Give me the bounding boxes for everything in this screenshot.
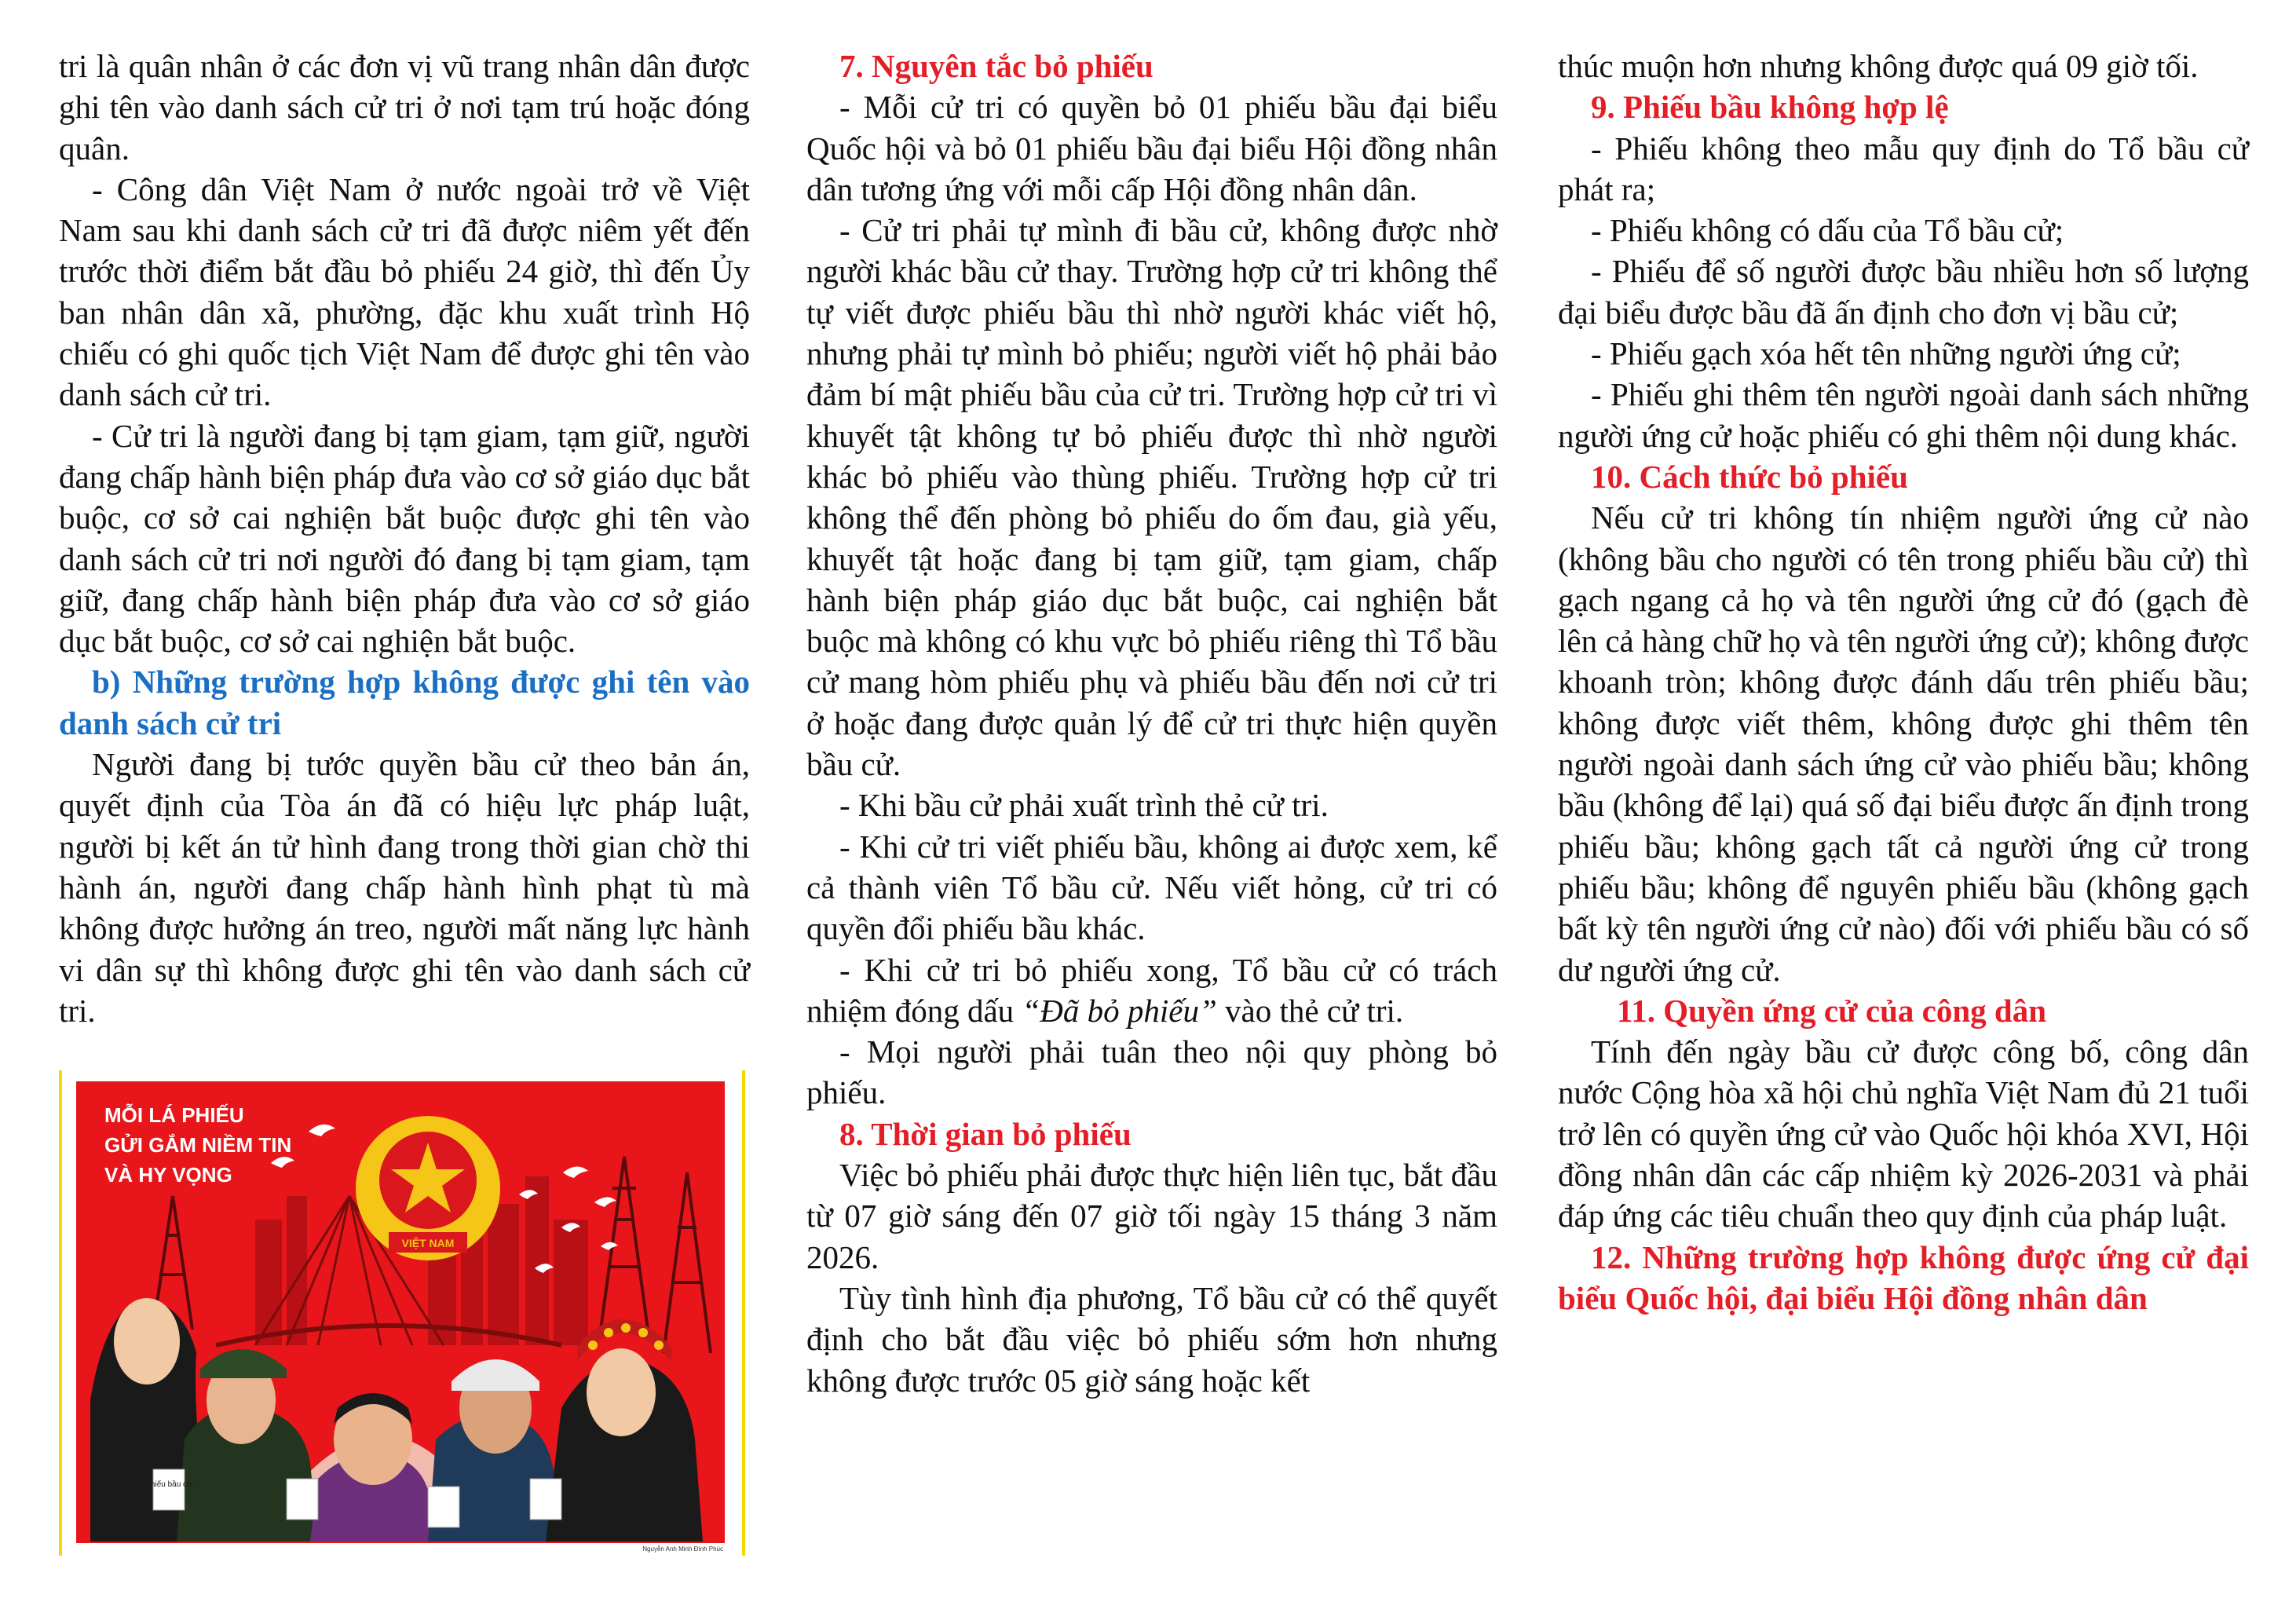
section-heading-7: 7. Nguyên tắc bỏ phiếu (839, 48, 1153, 84)
column-2 (806, 46, 1497, 1401)
emblem-label: VIỆT NAM (401, 1237, 455, 1249)
text-run: - Khi cử tri bỏ phiếu xong, Tổ bầu cử có trách nhiệm đóng dấu (806, 951, 1497, 1029)
section-heading-11: 11. Quyền ứng cử của công dân (1617, 992, 2046, 1029)
paragraph: tri là quân nhân ở các đơn vị vũ trang nhân dân được ghi tên vào danh sách cử tri ở nơi tạm trú hoặc đóng quân. (59, 48, 750, 166)
paragraph: Nếu cử tri không tín nhiệm người ứng cử nào (không bầu cho người có tên trong phiếu bầu cử) thì gạch ngang cả họ và tên người ứng cử đó (gạch đè lên cả hàng chữ họ và tên người ứng cử); không được khoanh tròn; không được đánh dấu trên phiếu bầu; không được viết thêm, không được ghi thêm tên người ngoài danh sách ứng cử vào phiếu bầu; không bầu (không để lại) quá số đại biểu được ấn định trong phiếu bầu; không gạch tất cả người ứng cử trong phiếu bầu; không để nguyên phiếu bầu (không gạch bất kỳ tên người ứng cử nào) đối với phiếu bầu có số dư người ứng cử. (1558, 499, 2249, 988)
column-1 (59, 46, 750, 1031)
paragraph: Người đang bị tước quyền bầu cử theo bản án, quyết định của Tòa án đã có hiệu lực pháp luật, người bị kết án tử hình đang trong thời gian chờ thi hành án, người đang chấp hành hình phạt tù mà không được hưởng án treo, người mất năng lực hành vi dân sự thì không được ghi tên vào danh sách cử tri. (59, 746, 750, 1029)
section-heading-8: 8. Thời gian bỏ phiếu (839, 1115, 1132, 1152)
paragraph: Tính đến ngày bầu cử được công bố, công dân nước Cộng hòa xã hội chủ nghĩa Việt Nam đủ 21 tuổi trở lên có quyền ứng cử vào Quốc hội khóa XVI, Hội đồng nhân dân các cấp nhiệm kỳ 2026-2031 và phải đáp ứng các tiêu chuẩn theo quy định của pháp luật. (1558, 1033, 2249, 1234)
paragraph: - Phiếu không theo mẫu quy định do Tổ bầu cử phát ra; (1558, 130, 2249, 207)
paragraph: - Phiếu gạch xóa hết tên những người ứng cử; (1591, 335, 2181, 372)
poster-line-3: VÀ HY VỌNG (104, 1163, 232, 1187)
section-heading-9: 9. Phiếu bầu không hợp lệ (1591, 89, 1949, 126)
section-heading-10: 10. Cách thức bỏ phiếu (1591, 458, 1908, 495)
poster-credit: Nguyễn Anh Minh Đình Phúc (642, 1545, 723, 1553)
paragraph: - Khi bầu cử phải xuất trình thẻ cử tri. (839, 787, 1329, 824)
text-run: vào thẻ cử tri. (1216, 992, 1404, 1029)
paragraph: - Phiếu không có dấu của Tổ bầu cử; (1591, 212, 2064, 249)
paragraph: - Công dân Việt Nam ở nước ngoài trở về Việt Nam sau khi danh sách cử tri đã được niêm yết đến trước thời điểm bắt đầu bỏ phiếu 24 giờ, thì đến Ủy ban nhân dân xã, phường, đặc khu xuất trình Hộ chiếu có ghi quốc tịch Việt Nam để được ghi tên vào danh sách cử tri. (59, 170, 750, 413)
stamp-text: “Đã bỏ phiếu” (1022, 992, 1217, 1029)
paragraph: - Cử tri là người đang bị tạm giam, tạm giữ, người đang chấp hành biện pháp đưa vào cơ sở giáo dục bắt buộc, cơ sở cai nghiện bắt buộc được ghi tên vào danh sách cử tri nơi người đó đang bị tạm giam, tạm giữ, đang chấp hành biện pháp đưa vào cơ sở giáo dục bắt buộc, cơ sở cai nghiện bắt buộc. (59, 417, 750, 660)
section-heading-b: b) Những trường hợp không được ghi tên vào danh sách cử tri (59, 664, 750, 741)
paragraph: - Cử tri phải tự mình đi bầu cử, không được nhờ người khác bầu cử thay. Trường hợp cử tri không thể tự viết được phiếu bầu thì nhờ người khác viết hộ, nhưng phải tự mình bỏ phiếu; người viết hộ phải bảo đảm bí mật phiếu bầu của cử tri. Trường hợp cử tri vì khuyết tật không tự bỏ phiếu được thì nhờ người khác bỏ phiếu vào thùng phiếu. Trường hợp cử tri không thể đến phòng bỏ phiếu do ốm đau, già yếu, khuyết tật hoặc đang bị tạm giữ, tạm giam, chấp hành biện pháp giáo dục bắt buộc, cai nghiện bắt buộc mà không có khu vực bỏ phiếu riêng thì Tổ bầu cử mang hòm phiếu phụ và phiếu bầu đến nơi cử tri ở hoặc đang được quản lý để cử tri thực hiện quyền bầu cử. (806, 212, 1497, 783)
paragraph: - Mọi người phải tuân theo nội quy phòng bỏ phiếu. (806, 1033, 1497, 1111)
poster-line-1: MỖI LÁ PHIẾU (104, 1103, 244, 1127)
paragraph: thúc muộn hơn nhưng không được quá 09 giờ tối. (1558, 48, 2199, 84)
paragraph: - Khi cử tri viết phiếu bầu, không ai được xem, kể cả thành viên Tổ bầu cử. Nếu viết hỏng, cử tri có quyền đổi phiếu bầu khác. (806, 828, 1497, 947)
paragraph: - Phiếu ghi thêm tên người ngoài danh sách những người ứng cử hoặc phiếu có ghi thêm nội dung khác. (1558, 376, 2249, 454)
election-poster-image (59, 1070, 750, 1556)
paragraph: - Mỗi cử tri có quyền bỏ 01 phiếu bầu đại biểu Quốc hội và bỏ 01 phiếu bầu đại biểu Hội đồng nhân dân tương ứng với mỗi cấp Hội đồng nhân dân. (806, 89, 1497, 207)
poster-line-2: GỬI GẮM NIỀM TIN (104, 1133, 292, 1157)
column-3 (1558, 46, 2249, 1319)
national-emblem-icon (356, 1116, 500, 1260)
section-heading-12: 12. Những trường hợp không được ứng cử đại biểu Quốc hội, đại biểu Hội đồng nhân dân (1558, 1238, 2249, 1316)
paragraph (806, 949, 1497, 1032)
paragraph: Việc bỏ phiếu phải được thực hiện liên tục, bắt đầu từ 07 giờ sáng đến 07 giờ tối ngày 15 tháng 3 năm 2026. (806, 1157, 1497, 1275)
ballot-label: Phiếu bầu cử (145, 1480, 192, 1489)
paragraph: Tùy tình hình địa phương, Tổ bầu cử có thể quyết định cho bắt đầu việc bỏ phiếu sớm hơn nhưng không được trước 05 giờ sáng hoặc kết (806, 1279, 1497, 1399)
paragraph: - Phiếu để số người được bầu nhiều hơn số lượng đại biểu được bầu đã ấn định cho đơn vị bầu cử; (1558, 253, 2249, 331)
